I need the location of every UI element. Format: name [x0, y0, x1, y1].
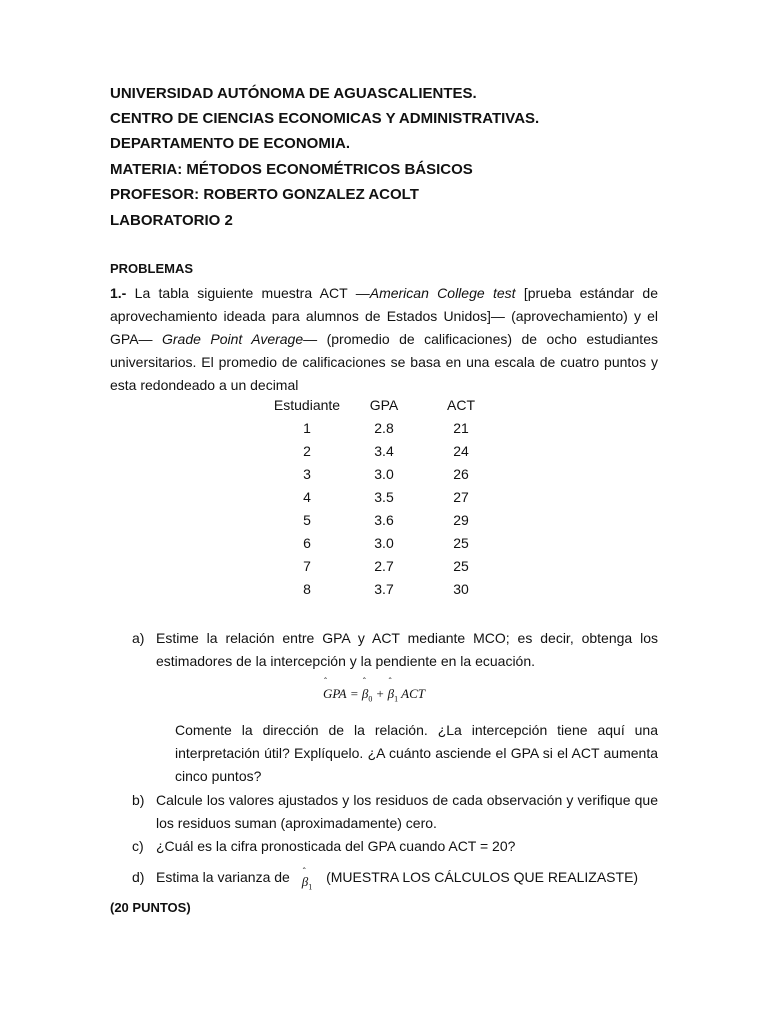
table-cell: 25 [453, 558, 469, 574]
section-title: PROBLEMAS [110, 261, 194, 276]
table-cell: 1 [303, 420, 311, 436]
table-row [0, 443, 768, 466]
question-a-comment: Comente la dirección de la relación. ¿La intercepción tiene aquí una interpretación útil? Explíquelo. ¿A cuánto asciende el GPA si el ACT aumenta cinco puntos? [175, 722, 658, 784]
lab-title: LABORATORIO 2 [110, 212, 233, 229]
problem-number: 1.- [110, 285, 127, 301]
table-cell: 7 [303, 558, 311, 574]
points-value: (20 PUNTOS) [110, 900, 191, 915]
subject-line: MATERIA: MÉTODOS ECONOMÉTRICOS BÁSICOS [110, 161, 473, 178]
table-cell: 26 [453, 466, 469, 482]
problem-text-part: [prueba estándar de aprovechamiento ideada para alumnos de Estados Unidos]— (aprovechamiento) y el GPA— [110, 285, 658, 347]
question-c-label: c) [132, 838, 144, 854]
beta-subscript: 0 [368, 694, 373, 704]
beta-subscript: 1 [308, 882, 313, 892]
table-header: ACT [447, 397, 475, 413]
table-cell: 3.4 [374, 443, 394, 459]
equation-act: ACT [398, 686, 425, 701]
table-row [0, 512, 768, 535]
table-cell: 25 [453, 535, 469, 551]
table-header-row [0, 397, 768, 420]
table-cell: 21 [453, 420, 469, 436]
table-cell: 5 [303, 512, 311, 528]
question-a-label: a) [132, 630, 145, 646]
table-cell: 3.0 [374, 466, 394, 482]
table-row [0, 581, 768, 604]
equation-equals: = [346, 686, 362, 701]
department-name: DEPARTAMENTO DE ECONOMIA. [110, 135, 351, 152]
question-d-text [156, 866, 676, 895]
equation-beta-1 [388, 686, 398, 704]
equation-plus: + [372, 686, 388, 701]
question-b-label: b) [132, 792, 145, 808]
table-header: Estudiante [273, 397, 341, 413]
question-d-text-part: (MUESTRA LOS CÁLCULOS QUE REALIZASTE) [326, 869, 639, 885]
table-cell: 4 [303, 489, 311, 505]
problem-italic-term: Grade Point Average [162, 331, 304, 347]
table-row [0, 466, 768, 489]
table-cell: 2.7 [374, 558, 394, 574]
table-row [0, 489, 768, 512]
beta-1-hat-symbol [302, 870, 312, 899]
table-cell: 3.5 [374, 489, 394, 505]
table-cell: 3 [303, 466, 311, 482]
table-cell: 3.7 [374, 581, 394, 597]
problem-text-part: La tabla siguiente muestra ACT — [126, 285, 370, 301]
question-d-label: d) [132, 869, 145, 885]
table-row [0, 420, 768, 443]
table-cell: 3.6 [374, 512, 394, 528]
question-c-text: ¿Cuál es la cifra pronosticada del GPA cuando ACT = 20? [156, 838, 516, 854]
table-cell: 2 [303, 443, 311, 459]
beta-symbol: β [387, 686, 395, 701]
beta-subscript: 1 [394, 694, 399, 704]
equation-beta-0 [362, 686, 372, 704]
table-row [0, 535, 768, 558]
equation-lhs: ˆ GPA [323, 686, 347, 702]
problem-italic-term: American College test [369, 285, 516, 301]
problem-1-statement [110, 282, 658, 397]
table-cell: 8 [303, 581, 311, 597]
table-cell: 29 [453, 512, 469, 528]
problem-text-part: — (promedio de calificaciones) de ocho estudiantes universitarios. El promedio de calificaciones se basa en una escala de cuatro puntos y esta redondeado a un decimal [110, 331, 658, 393]
beta-symbol: β [301, 874, 309, 889]
university-name: UNIVERSIDAD AUTÓNOMA DE AGUASCALIENTES. [110, 85, 477, 102]
table-cell: 3.0 [374, 535, 394, 551]
question-b-text: Calcule los valores ajustados y los residuos de cada observación y verifique que los residuos suman (aproximadamente) cero. [156, 792, 658, 831]
regression-equation [323, 686, 425, 704]
table-cell: 27 [453, 489, 469, 505]
question-a-text: Estime la relación entre GPA y ACT mediante MCO; es decir, obtenga los estimadores de la intercepción y la pendiente en la ecuación. [156, 630, 658, 669]
table-cell: 24 [453, 443, 469, 459]
beta-symbol: β [361, 686, 369, 701]
table-row [0, 558, 768, 581]
professor-line: PROFESOR: ROBERTO GONZALEZ ACOLT [110, 186, 419, 203]
table-cell: 30 [453, 581, 469, 597]
table-header: GPA [369, 397, 399, 413]
center-name: CENTRO DE CIENCIAS ECONOMICAS Y ADMINISTRATIVAS. [110, 110, 540, 127]
question-d-text-part: Estima la varianza de [156, 869, 290, 885]
table-cell: 2.8 [374, 420, 394, 436]
table-cell: 6 [303, 535, 311, 551]
